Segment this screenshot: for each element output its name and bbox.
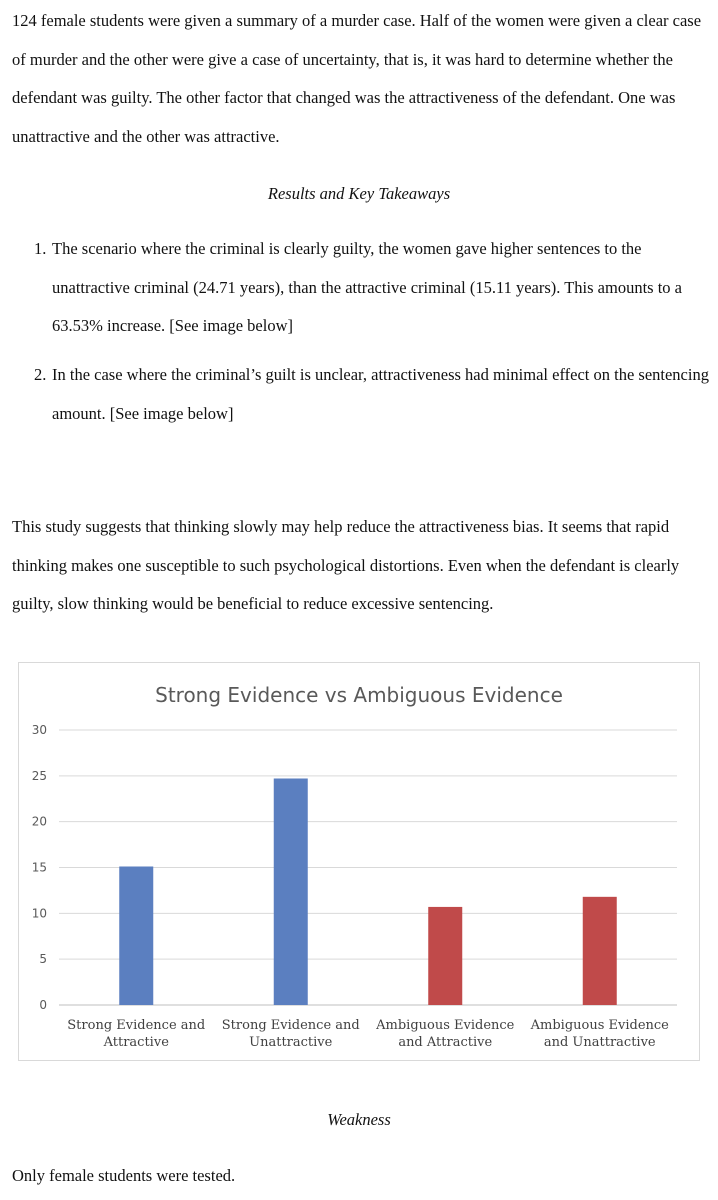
x-tick-label: and Attractive [398,1035,493,1050]
x-tick-label: Unattractive [249,1035,333,1050]
y-tick-label: 20 [31,814,47,829]
takeaway-text: The scenario where the criminal is clearly guilty, the women gave higher sentences to the unattractive criminal (24.71 years), than the attractive criminal (15.11 years). This amounts to a 63.53% increase. [See image below] [52,239,682,336]
bar [583,897,617,1005]
chart-canvas [19,663,699,1060]
chart-y-axis [32,723,47,1012]
takeaway-text: In the case where the criminal’s guilt is unclear, attractiveness had minimal effect on the sentencing amount. [See image below] [52,365,709,423]
weakness-text: Only female students were tested. [12,1166,236,1185]
x-tick-label: Attractive [103,1035,169,1050]
weakness-heading: Weakness [327,1110,391,1129]
x-tick-label: Ambiguous Evidence [376,1018,515,1033]
bar [119,866,153,1005]
bar [428,907,462,1005]
takeaway-number: 1. [34,239,47,258]
x-tick-label: Strong Evidence and [221,1018,360,1033]
y-tick-label: 10 [31,906,47,921]
x-tick-label: Strong Evidence and [67,1018,206,1033]
y-tick-label: 15 [31,860,47,875]
x-tick-label: and Unattractive [543,1035,656,1050]
takeaway-item-1 [34,230,710,346]
takeaway-number: 2. [34,365,47,384]
chart-bars [119,778,617,1005]
y-tick-label: 25 [31,768,47,783]
bar [274,778,308,1005]
conclusion-paragraph: This study suggests that thinking slowly may help reduce the attractiveness bias. It seems that rapid thinking makes one susceptible to such psychological distortions. Even when the defendant is clearly guilty, slow thinking would be beneficial to reduce excessive sentencing. [12,517,680,614]
y-tick-label: 0 [39,998,47,1012]
y-tick-label: 5 [39,952,47,967]
chart-x-axis [67,1018,669,1050]
chart-title: Strong Evidence vs Ambiguous Evidence [155,683,563,707]
bar-chart [18,662,700,1061]
x-tick-label: Ambiguous Evidence [530,1018,669,1033]
y-tick-label: 30 [31,723,47,737]
intro-paragraph: 124 female students were given a summary of a murder case. Half of the women were given a clear case of murder and the other were give a case of uncertainty, that is, it was hard to determine whether the defendant was guilty. The other factor that changed was the attractiveness of the defendant. One was unattractive and the other was attractive. [12,11,702,146]
takeaway-item-2 [34,356,710,433]
results-heading: Results and Key Takeaways [267,184,451,203]
